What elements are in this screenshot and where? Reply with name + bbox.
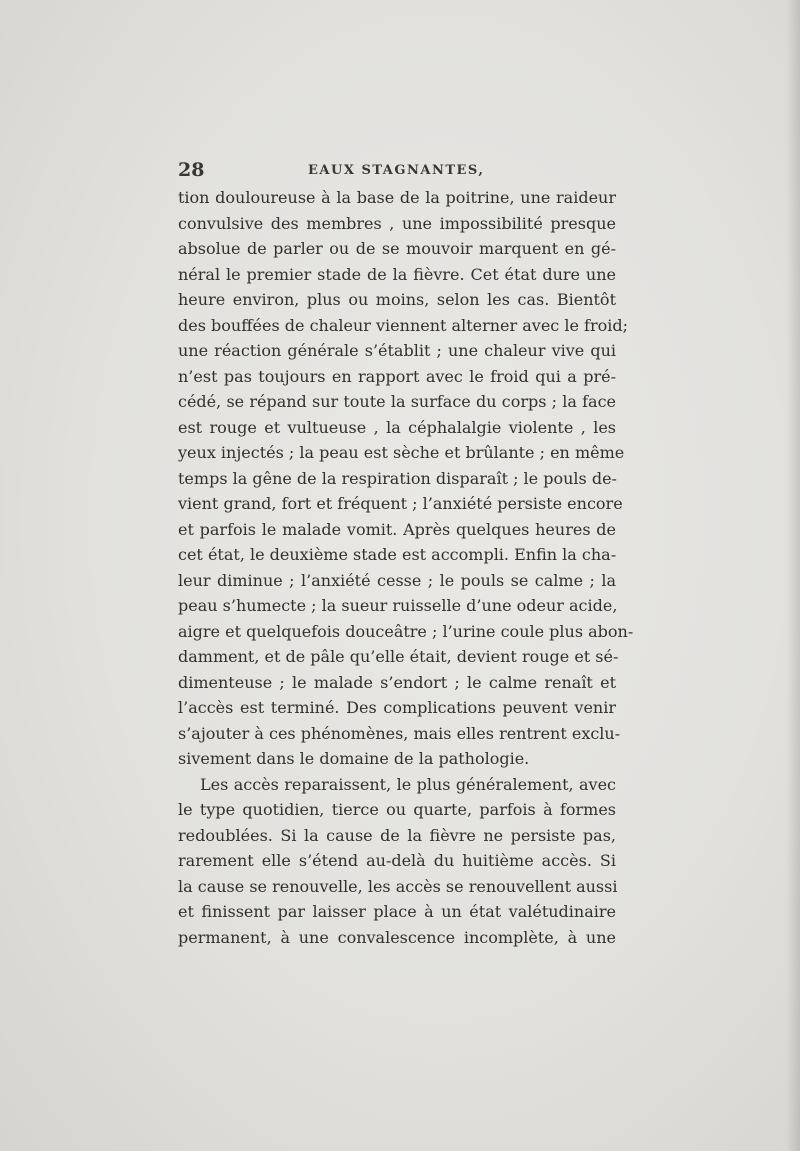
body-text [178, 185, 634, 950]
text-line: leur diminue ; l’anxiété cesse ; le pouls se calme ; la [178, 570, 616, 590]
text-line: est rouge et vultueuse , la céphalalgie violente , les [178, 417, 616, 437]
text-line: et parfois le malade vomit. Après quelques heures de [178, 519, 616, 539]
running-head: EAUX STAGNANTES, [308, 163, 485, 178]
page-number: 28 [178, 159, 205, 181]
text-line: cédé, se répand sur toute la surface du corps ; la face [178, 392, 616, 411]
text-line: absolue de parler ou de se mouvoir marquent en gé- [178, 239, 616, 258]
paragraph [178, 772, 616, 951]
text-line: tion douloureuse à la base de la poitrine, une raideur [178, 188, 616, 207]
text-line: une réaction générale s’établit ; une chaleur vive qui [178, 341, 616, 360]
page-edge-shadow [786, 0, 800, 1151]
text-line: n’est pas toujours en rapport avec le froid qui a pré- [178, 366, 616, 386]
text-line: sivement dans le domaine de la pathologie. [178, 749, 530, 768]
text-line: heure environ, plus ou moins, selon les cas. Bientôt [178, 290, 616, 309]
text-line: néral le premier stade de la fièvre. Cet état dure une [178, 264, 616, 284]
text-line: peau s’humecte ; la sueur ruisselle d’une odeur acide, [178, 596, 618, 615]
text-line: vient grand, fort et fréquent ; l’anxiété persiste encore [178, 494, 623, 513]
text-line: aigre et quelquefois douceâtre ; l’urine coule plus abon- [178, 621, 634, 641]
text-line: l’accès est terminé. Des complications peuvent venir [178, 698, 616, 717]
text-line: la cause se renouvelle, les accès se renouvellent aussi [178, 876, 618, 896]
text-line: redoublées. Si la cause de la fièvre ne persiste pas, [178, 825, 616, 845]
page-header [178, 155, 618, 185]
text-line: des bouffées de chaleur viennent alterner avec le froid; [178, 315, 628, 335]
text-line: cet état, le deuxième stade est accompli. Enfin la cha- [178, 545, 617, 564]
text-line: permanent, à une convalescence incomplète, à une [178, 927, 616, 947]
paragraph [178, 185, 634, 772]
text-line: s’ajouter à ces phénomènes, mais elles rentrent exclu- [178, 723, 621, 743]
text-line: le type quotidien, tierce ou quarte, parfois à formes [178, 800, 616, 819]
text-line: et finissent par laisser place à un état valétudinaire [178, 902, 616, 921]
text-line: dimenteuse ; le malade s’endort ; le calme renaît et [178, 672, 616, 692]
text-line: yeux injectés ; la peau est sèche et brûlante ; en même [178, 443, 625, 462]
text-line: convulsive des membres , une impossibilité presque [178, 213, 616, 233]
text-line: rarement elle s’étend au-delà du huitième accès. Si [178, 851, 616, 870]
text-line: temps la gêne de la respiration disparaît ; le pouls de- [178, 468, 617, 488]
text-line: damment, et de pâle qu’elle était, devient rouge et sé- [178, 647, 619, 666]
text-line: Les accès reparaissent, le plus généralement, avec [200, 774, 616, 794]
